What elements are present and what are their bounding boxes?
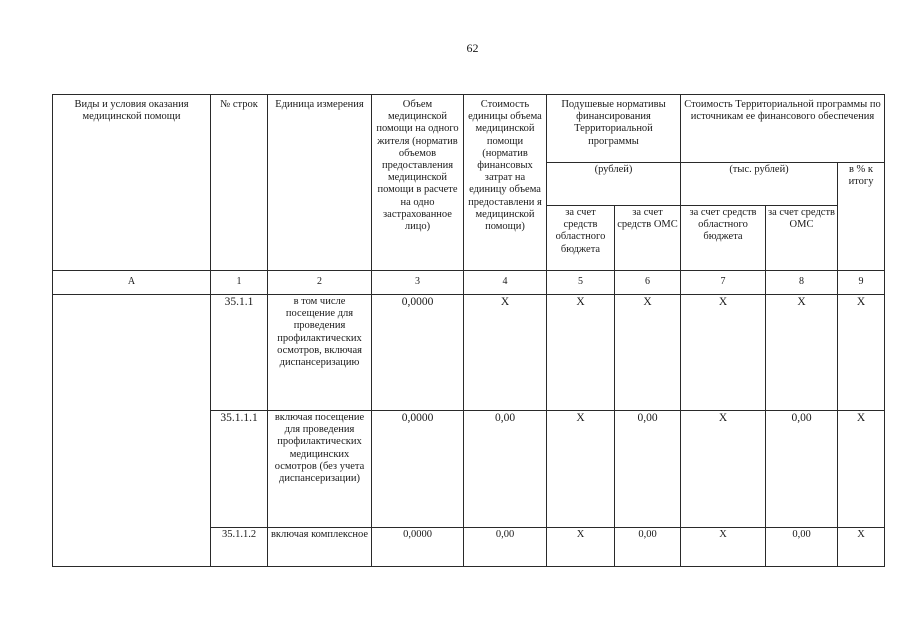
value-col-6: 0,00 xyxy=(615,528,681,567)
index-cell: 6 xyxy=(615,271,681,295)
header-col-1: № строк xyxy=(211,95,268,271)
value-col-8: 0,00 xyxy=(766,411,838,528)
value-col-8: X xyxy=(766,295,838,411)
value-col-5: X xyxy=(547,528,615,567)
index-cell: 5 xyxy=(547,271,615,295)
header-thousand-rubles: (тыс. рублей) xyxy=(681,163,838,206)
territorial-program-table xyxy=(52,94,885,567)
value-col-7: X xyxy=(681,295,766,411)
care-type-cell xyxy=(53,295,211,567)
header-col-5: за счет средств областного бюджета xyxy=(547,206,615,271)
table-row xyxy=(53,295,885,411)
header-col-2: Единица измерения xyxy=(268,95,372,271)
unit-cell: включая посещение для проведения профилактических медицинских осмотров (без учета диспансеризации) xyxy=(268,411,372,528)
index-cell: А xyxy=(53,271,211,295)
row-number: 35.1.1 xyxy=(211,295,268,411)
row-number: 35.1.1.1 xyxy=(211,411,268,528)
value-col-5: X xyxy=(547,411,615,528)
header-col-6: за счет средств ОМС xyxy=(615,206,681,271)
index-cell: 8 xyxy=(766,271,838,295)
header-percent-total: в % к итогу xyxy=(838,163,885,271)
page-number: 62 xyxy=(466,41,479,55)
header-row-1 xyxy=(53,95,885,163)
value-col-4: X xyxy=(464,295,547,411)
value-col-7: X xyxy=(681,411,766,528)
index-cell: 7 xyxy=(681,271,766,295)
value-col-4: 0,00 xyxy=(464,411,547,528)
header-col-3: Объем медицинской помощи на одного жителя (норматив объемов предоставления медицинской помощи в расчете на одно застрахованное лицо) xyxy=(372,95,464,271)
header-col-7: за счет средств областного бюджета xyxy=(681,206,766,271)
value-col-8: 0,00 xyxy=(766,528,838,567)
unit-cell: включая комплексное xyxy=(268,528,372,567)
value-col-9: X xyxy=(838,528,885,567)
unit-cell: в том числе посещение для проведения профилактических осмотров, включая диспансеризацию xyxy=(268,295,372,411)
value-col-3: 0,0000 xyxy=(372,528,464,567)
value-col-6: X xyxy=(615,295,681,411)
value-col-9: X xyxy=(838,295,885,411)
header-cost-group: Стоимость Территориальной программы по источникам ее финансового обеспечения xyxy=(681,95,885,163)
index-row xyxy=(53,271,885,295)
value-col-3: 0,0000 xyxy=(372,295,464,411)
value-col-5: X xyxy=(547,295,615,411)
index-cell: 2 xyxy=(268,271,372,295)
value-col-9: X xyxy=(838,411,885,528)
value-col-7: X xyxy=(681,528,766,567)
index-cell: 4 xyxy=(464,271,547,295)
value-col-6: 0,00 xyxy=(615,411,681,528)
header-col-4: Стоимость единицы объема медицинской помощи (норматив финансовых затрат на единицу объема предоставлени я медицинской помощи) xyxy=(464,95,547,271)
row-number: 35.1.1.2 xyxy=(211,528,268,567)
index-cell: 3 xyxy=(372,271,464,295)
header-col-8: за счет средств ОМС xyxy=(766,206,838,271)
header-rubles: (рублей) xyxy=(547,163,681,206)
index-cell: 9 xyxy=(838,271,885,295)
header-per-capita-group: Подушевые нормативы финансирования Территориальной программы xyxy=(547,95,681,163)
index-cell: 1 xyxy=(211,271,268,295)
header-col-a: Виды и условия оказания медицинской помощи xyxy=(53,95,211,271)
value-col-4: 0,00 xyxy=(464,528,547,567)
value-col-3: 0,0000 xyxy=(372,411,464,528)
